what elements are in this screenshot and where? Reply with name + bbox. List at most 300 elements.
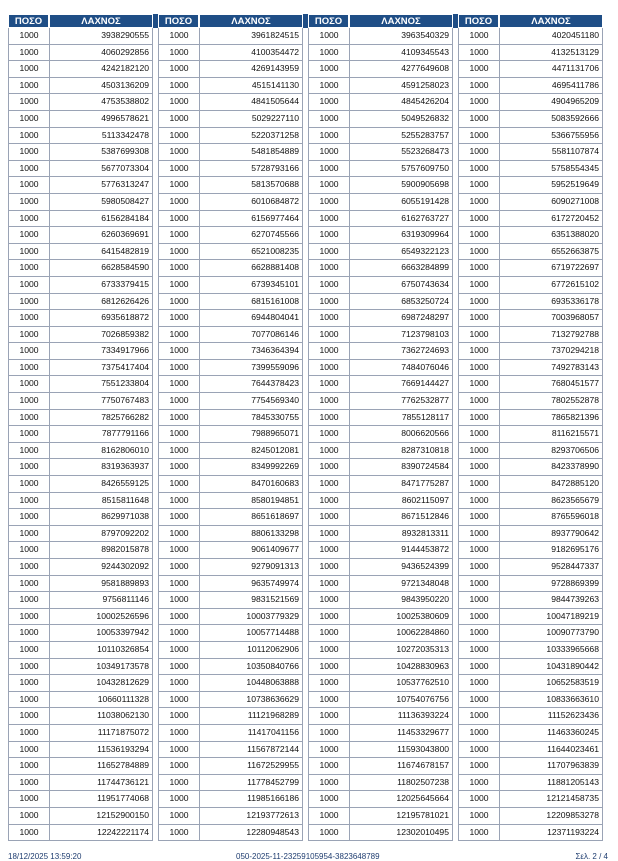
amount-cell: 1000 <box>8 725 49 742</box>
ticket-number-cell: 8671512846 <box>349 509 453 526</box>
ticket-number-cell: 10350840766 <box>199 659 303 676</box>
ticket-number-cell: 10431890442 <box>499 659 603 676</box>
table-row <box>8 294 608 311</box>
ticket-number-cell: 8390724584 <box>349 459 453 476</box>
ticket-number-cell: 4841505644 <box>199 94 303 111</box>
ticket-number-cell: 10062284860 <box>349 625 453 642</box>
ticket-number-cell: 6552663875 <box>499 244 603 261</box>
ticket-number-cell: 6319309964 <box>349 227 453 244</box>
table-row <box>8 675 608 692</box>
ticket-number-cell: 6628584590 <box>49 260 153 277</box>
amount-cell: 1000 <box>8 310 49 327</box>
ticket-number-cell: 10003779329 <box>199 609 303 626</box>
amount-cell: 1000 <box>158 376 199 393</box>
ticket-number-cell: 5049526832 <box>349 111 453 128</box>
amount-cell: 1000 <box>308 509 349 526</box>
amount-cell: 1000 <box>458 642 499 659</box>
ticket-number-cell: 10272035313 <box>349 642 453 659</box>
ticket-number-cell: 10110326854 <box>49 642 153 659</box>
ticket-number-cell: 6815161008 <box>199 294 303 311</box>
amount-cell: 1000 <box>8 808 49 825</box>
table-row <box>8 277 608 294</box>
ticket-number-cell: 9528447337 <box>499 559 603 576</box>
table-row <box>8 161 608 178</box>
ticket-number-cell: 12025645664 <box>349 791 453 808</box>
amount-cell: 1000 <box>158 244 199 261</box>
table-row <box>8 459 608 476</box>
amount-cell: 1000 <box>308 808 349 825</box>
amount-cell: 1000 <box>158 277 199 294</box>
ticket-number-cell: 6172720452 <box>499 211 603 228</box>
amount-cell: 1000 <box>458 443 499 460</box>
ticket-number-cell: 5255283757 <box>349 128 453 145</box>
amount-cell: 1000 <box>308 28 349 45</box>
ticket-number-cell: 10738636629 <box>199 692 303 709</box>
ticket-number-cell: 11744736121 <box>49 775 153 792</box>
amount-cell: 1000 <box>458 825 499 842</box>
amount-cell: 1000 <box>158 791 199 808</box>
ticket-number-cell: 4109345543 <box>349 45 453 62</box>
ticket-number-cell: 11171875072 <box>49 725 153 742</box>
results-table <box>8 14 608 841</box>
table-row <box>8 111 608 128</box>
amount-cell: 1000 <box>458 725 499 742</box>
ticket-number-cell: 8765596018 <box>499 509 603 526</box>
amount-cell: 1000 <box>8 708 49 725</box>
ticket-number-cell: 8472885120 <box>499 476 603 493</box>
amount-cell: 1000 <box>8 791 49 808</box>
amount-cell: 1000 <box>308 592 349 609</box>
ticket-number-cell: 9279091313 <box>199 559 303 576</box>
amount-cell: 1000 <box>8 542 49 559</box>
ticket-number-cell: 11985166186 <box>199 791 303 808</box>
table-row <box>8 327 608 344</box>
amount-cell: 1000 <box>158 294 199 311</box>
table-row <box>8 128 608 145</box>
amount-cell: 1000 <box>8 576 49 593</box>
ticket-number-cell: 7370294218 <box>499 343 603 360</box>
amount-cell: 1000 <box>158 28 199 45</box>
header-laxnos-3: ΛΑΧΝΟΣ <box>349 14 453 28</box>
ticket-number-cell: 12121458735 <box>499 791 603 808</box>
amount-cell: 1000 <box>458 327 499 344</box>
ticket-number-cell: 12242221174 <box>49 825 153 842</box>
ticket-number-cell: 7825766282 <box>49 410 153 427</box>
amount-cell: 1000 <box>308 775 349 792</box>
amount-cell: 1000 <box>158 742 199 759</box>
ticket-number-cell: 4503136209 <box>49 78 153 95</box>
amount-cell: 1000 <box>158 144 199 161</box>
table-row <box>8 592 608 609</box>
table-row <box>8 144 608 161</box>
amount-cell: 1000 <box>458 211 499 228</box>
amount-cell: 1000 <box>8 111 49 128</box>
amount-cell: 1000 <box>308 758 349 775</box>
ticket-number-cell: 10448063888 <box>199 675 303 692</box>
ticket-number-cell: 7551233804 <box>49 376 153 393</box>
amount-cell: 1000 <box>158 509 199 526</box>
amount-cell: 1000 <box>458 45 499 62</box>
amount-cell: 1000 <box>458 476 499 493</box>
ticket-number-cell: 8423378990 <box>499 459 603 476</box>
table-row <box>8 227 608 244</box>
table-row <box>8 725 608 742</box>
table-row <box>8 94 608 111</box>
amount-cell: 1000 <box>308 78 349 95</box>
amount-cell: 1000 <box>158 642 199 659</box>
amount-cell: 1000 <box>308 609 349 626</box>
ticket-number-cell: 7362724693 <box>349 343 453 360</box>
ticket-number-cell: 9756811146 <box>49 592 153 609</box>
ticket-number-cell: 11672529955 <box>199 758 303 775</box>
amount-cell: 1000 <box>458 625 499 642</box>
amount-cell: 1000 <box>458 144 499 161</box>
ticket-number-cell: 4132513129 <box>499 45 603 62</box>
table-row <box>8 509 608 526</box>
ticket-number-cell: 4753538802 <box>49 94 153 111</box>
amount-cell: 1000 <box>158 211 199 228</box>
amount-cell: 1000 <box>458 410 499 427</box>
ticket-number-cell: 4515141130 <box>199 78 303 95</box>
table-row <box>8 211 608 228</box>
ticket-number-cell: 7877791166 <box>49 426 153 443</box>
ticket-number-cell: 10053397942 <box>49 625 153 642</box>
ticket-number-cell: 10002526596 <box>49 609 153 626</box>
ticket-number-cell: 7754569340 <box>199 393 303 410</box>
amount-cell: 1000 <box>158 310 199 327</box>
amount-cell: 1000 <box>158 493 199 510</box>
amount-cell: 1000 <box>308 177 349 194</box>
ticket-number-cell: 11652784889 <box>49 758 153 775</box>
ticket-number-cell: 7669144427 <box>349 376 453 393</box>
amount-cell: 1000 <box>308 393 349 410</box>
ticket-number-cell: 10428830963 <box>349 659 453 676</box>
ticket-number-cell: 6156284184 <box>49 211 153 228</box>
amount-cell: 1000 <box>458 128 499 145</box>
ticket-number-cell: 5980508427 <box>49 194 153 211</box>
amount-cell: 1000 <box>8 343 49 360</box>
table-row <box>8 78 608 95</box>
table-row <box>8 542 608 559</box>
amount-cell: 1000 <box>158 194 199 211</box>
ticket-number-cell: 8515811648 <box>49 493 153 510</box>
table-row <box>8 45 608 62</box>
ticket-number-cell: 7334917966 <box>49 343 153 360</box>
ticket-number-cell: 8116215571 <box>499 426 603 443</box>
ticket-number-cell: 5900905698 <box>349 177 453 194</box>
ticket-number-cell: 9721348048 <box>349 576 453 593</box>
amount-cell: 1000 <box>308 625 349 642</box>
table-row <box>8 28 608 45</box>
ticket-number-cell: 4277649608 <box>349 61 453 78</box>
amount-cell: 1000 <box>8 592 49 609</box>
ticket-number-cell: 7123798103 <box>349 327 453 344</box>
ticket-number-cell: 8319363937 <box>49 459 153 476</box>
amount-cell: 1000 <box>8 526 49 543</box>
amount-cell: 1000 <box>158 559 199 576</box>
amount-cell: 1000 <box>458 775 499 792</box>
page-footer <box>0 848 618 860</box>
header-laxnos-4: ΛΑΧΝΟΣ <box>499 14 603 28</box>
amount-cell: 1000 <box>8 493 49 510</box>
amount-cell: 1000 <box>458 526 499 543</box>
amount-cell: 1000 <box>308 111 349 128</box>
amount-cell: 1000 <box>308 94 349 111</box>
ticket-number-cell: 7492783143 <box>499 360 603 377</box>
amount-cell: 1000 <box>8 758 49 775</box>
table-row <box>8 526 608 543</box>
amount-cell: 1000 <box>308 825 349 842</box>
ticket-number-cell: 7680451577 <box>499 376 603 393</box>
amount-cell: 1000 <box>158 708 199 725</box>
amount-cell: 1000 <box>458 692 499 709</box>
amount-cell: 1000 <box>458 161 499 178</box>
amount-cell: 1000 <box>308 493 349 510</box>
amount-cell: 1000 <box>308 443 349 460</box>
amount-cell: 1000 <box>8 443 49 460</box>
ticket-number-cell: 11707963839 <box>499 758 603 775</box>
amount-cell: 1000 <box>158 360 199 377</box>
ticket-number-cell: 6521008235 <box>199 244 303 261</box>
ticket-number-cell: 4242182120 <box>49 61 153 78</box>
ticket-number-cell: 11417041156 <box>199 725 303 742</box>
ticket-number-cell: 10112062906 <box>199 642 303 659</box>
table-row <box>8 376 608 393</box>
amount-cell: 1000 <box>158 327 199 344</box>
amount-cell: 1000 <box>308 659 349 676</box>
amount-cell: 1000 <box>458 592 499 609</box>
amount-cell: 1000 <box>8 28 49 45</box>
amount-cell: 1000 <box>308 559 349 576</box>
table-body <box>8 28 608 841</box>
ticket-number-cell: 6010684872 <box>199 194 303 211</box>
amount-cell: 1000 <box>458 310 499 327</box>
ticket-number-cell: 7988965071 <box>199 426 303 443</box>
amount-cell: 1000 <box>8 659 49 676</box>
amount-cell: 1000 <box>158 609 199 626</box>
ticket-number-cell: 5029227110 <box>199 111 303 128</box>
amount-cell: 1000 <box>8 825 49 842</box>
table-row <box>8 642 608 659</box>
table-row <box>8 692 608 709</box>
ticket-number-cell: 11778452799 <box>199 775 303 792</box>
ticket-number-cell: 5366755956 <box>499 128 603 145</box>
amount-cell: 1000 <box>8 459 49 476</box>
amount-cell: 1000 <box>308 128 349 145</box>
ticket-number-cell: 12209853278 <box>499 808 603 825</box>
ticket-number-cell: 5758554345 <box>499 161 603 178</box>
amount-cell: 1000 <box>158 476 199 493</box>
ticket-number-cell: 8426559125 <box>49 476 153 493</box>
ticket-number-cell: 12371193224 <box>499 825 603 842</box>
amount-cell: 1000 <box>8 742 49 759</box>
ticket-number-cell: 7484076046 <box>349 360 453 377</box>
ticket-number-cell: 10090773790 <box>499 625 603 642</box>
ticket-number-cell: 6772615102 <box>499 277 603 294</box>
amount-cell: 1000 <box>458 244 499 261</box>
ticket-number-cell: 5952519649 <box>499 177 603 194</box>
table-row <box>8 708 608 725</box>
ticket-number-cell: 7762532877 <box>349 393 453 410</box>
amount-cell: 1000 <box>8 476 49 493</box>
amount-cell: 1000 <box>158 659 199 676</box>
ticket-number-cell: 11453329677 <box>349 725 453 742</box>
amount-cell: 1000 <box>458 808 499 825</box>
table-header <box>8 14 608 28</box>
ticket-number-cell: 8162806010 <box>49 443 153 460</box>
ticket-number-cell: 6812626426 <box>49 294 153 311</box>
amount-cell: 1000 <box>158 542 199 559</box>
ticket-number-cell: 3963540329 <box>349 28 453 45</box>
ticket-number-cell: 11038062130 <box>49 708 153 725</box>
amount-cell: 1000 <box>308 708 349 725</box>
table-row <box>8 443 608 460</box>
amount-cell: 1000 <box>158 526 199 543</box>
amount-cell: 1000 <box>8 327 49 344</box>
amount-cell: 1000 <box>458 742 499 759</box>
table-row <box>8 244 608 261</box>
amount-cell: 1000 <box>458 509 499 526</box>
ticket-number-cell: 7375417404 <box>49 360 153 377</box>
ticket-number-cell: 11536193294 <box>49 742 153 759</box>
amount-cell: 1000 <box>8 194 49 211</box>
ticket-number-cell: 8932813311 <box>349 526 453 543</box>
table-row <box>8 343 608 360</box>
amount-cell: 1000 <box>158 260 199 277</box>
ticket-number-cell: 6351388020 <box>499 227 603 244</box>
amount-cell: 1000 <box>8 426 49 443</box>
ticket-number-cell: 9436524399 <box>349 559 453 576</box>
ticket-number-cell: 7802552878 <box>499 393 603 410</box>
table-row <box>8 426 608 443</box>
amount-cell: 1000 <box>308 227 349 244</box>
amount-cell: 1000 <box>458 659 499 676</box>
header-poso-1: ΠΟΣΟ <box>8 14 49 28</box>
amount-cell: 1000 <box>8 244 49 261</box>
amount-cell: 1000 <box>308 327 349 344</box>
ticket-number-cell: 11463360245 <box>499 725 603 742</box>
ticket-number-cell: 6739345101 <box>199 277 303 294</box>
table-row <box>8 493 608 510</box>
amount-cell: 1000 <box>308 476 349 493</box>
ticket-number-cell: 10754076756 <box>349 692 453 709</box>
ticket-number-cell: 8937790642 <box>499 526 603 543</box>
ticket-number-cell: 12302010495 <box>349 825 453 842</box>
amount-cell: 1000 <box>158 625 199 642</box>
ticket-number-cell: 8006620566 <box>349 426 453 443</box>
table-row <box>8 177 608 194</box>
amount-cell: 1000 <box>158 808 199 825</box>
amount-cell: 1000 <box>308 742 349 759</box>
amount-cell: 1000 <box>458 78 499 95</box>
amount-cell: 1000 <box>8 410 49 427</box>
amount-cell: 1000 <box>458 426 499 443</box>
ticket-number-cell: 9182695176 <box>499 542 603 559</box>
ticket-number-cell: 10025380609 <box>349 609 453 626</box>
ticket-number-cell: 8806133298 <box>199 526 303 543</box>
amount-cell: 1000 <box>458 343 499 360</box>
print-date: 18/12/2025 13:59:20 <box>8 852 82 861</box>
amount-cell: 1000 <box>458 559 499 576</box>
amount-cell: 1000 <box>308 294 349 311</box>
ticket-number-cell: 8580194851 <box>199 493 303 510</box>
ticket-number-cell: 6944804041 <box>199 310 303 327</box>
ticket-number-cell: 3938290555 <box>49 28 153 45</box>
amount-cell: 1000 <box>458 393 499 410</box>
amount-cell: 1000 <box>308 161 349 178</box>
ticket-number-cell: 4904965209 <box>499 94 603 111</box>
amount-cell: 1000 <box>8 509 49 526</box>
amount-cell: 1000 <box>8 642 49 659</box>
amount-cell: 1000 <box>158 692 199 709</box>
table-row <box>8 808 608 825</box>
ticket-number-cell: 5757609750 <box>349 161 453 178</box>
amount-cell: 1000 <box>8 675 49 692</box>
ticket-number-cell: 10432812629 <box>49 675 153 692</box>
amount-cell: 1000 <box>8 559 49 576</box>
ticket-number-cell: 8293706506 <box>499 443 603 460</box>
ticket-number-cell: 5387699308 <box>49 144 153 161</box>
ticket-number-cell: 9244302092 <box>49 559 153 576</box>
amount-cell: 1000 <box>158 592 199 609</box>
ticket-number-cell: 9844739263 <box>499 592 603 609</box>
table-row <box>8 61 608 78</box>
header-poso-4: ΠΟΣΟ <box>458 14 499 28</box>
amount-cell: 1000 <box>158 343 199 360</box>
amount-cell: 1000 <box>308 277 349 294</box>
ticket-number-cell: 8287310818 <box>349 443 453 460</box>
amount-cell: 1000 <box>8 61 49 78</box>
ticket-number-cell: 11951774068 <box>49 791 153 808</box>
ticket-number-cell: 7845330755 <box>199 410 303 427</box>
amount-cell: 1000 <box>158 758 199 775</box>
ticket-number-cell: 9843950220 <box>349 592 453 609</box>
amount-cell: 1000 <box>158 45 199 62</box>
ticket-number-cell: 10660111328 <box>49 692 153 709</box>
amount-cell: 1000 <box>158 393 199 410</box>
ticket-number-cell: 10047189219 <box>499 609 603 626</box>
ticket-number-cell: 10833663610 <box>499 692 603 709</box>
amount-cell: 1000 <box>8 360 49 377</box>
table-row <box>8 393 608 410</box>
amount-cell: 1000 <box>158 675 199 692</box>
ticket-number-cell: 4695411786 <box>499 78 603 95</box>
amount-cell: 1000 <box>308 692 349 709</box>
ticket-number-cell: 5776313247 <box>49 177 153 194</box>
ticket-number-cell: 6549322123 <box>349 244 453 261</box>
ticket-number-cell: 8797092202 <box>49 526 153 543</box>
ticket-number-cell: 9061409677 <box>199 542 303 559</box>
ticket-number-cell: 6987248297 <box>349 310 453 327</box>
table-row <box>8 310 608 327</box>
amount-cell: 1000 <box>8 277 49 294</box>
ticket-number-cell: 6415482819 <box>49 244 153 261</box>
ticket-number-cell: 7346364394 <box>199 343 303 360</box>
amount-cell: 1000 <box>158 426 199 443</box>
ticket-number-cell: 8982015878 <box>49 542 153 559</box>
amount-cell: 1000 <box>8 227 49 244</box>
amount-cell: 1000 <box>458 28 499 45</box>
header-poso-2: ΠΟΣΟ <box>158 14 199 28</box>
ticket-number-cell: 6090271008 <box>499 194 603 211</box>
ticket-number-cell: 11881205143 <box>499 775 603 792</box>
amount-cell: 1000 <box>158 177 199 194</box>
ticket-number-cell: 4100354472 <box>199 45 303 62</box>
amount-cell: 1000 <box>458 758 499 775</box>
amount-cell: 1000 <box>158 725 199 742</box>
ticket-number-cell: 11121968289 <box>199 708 303 725</box>
table-row <box>8 410 608 427</box>
